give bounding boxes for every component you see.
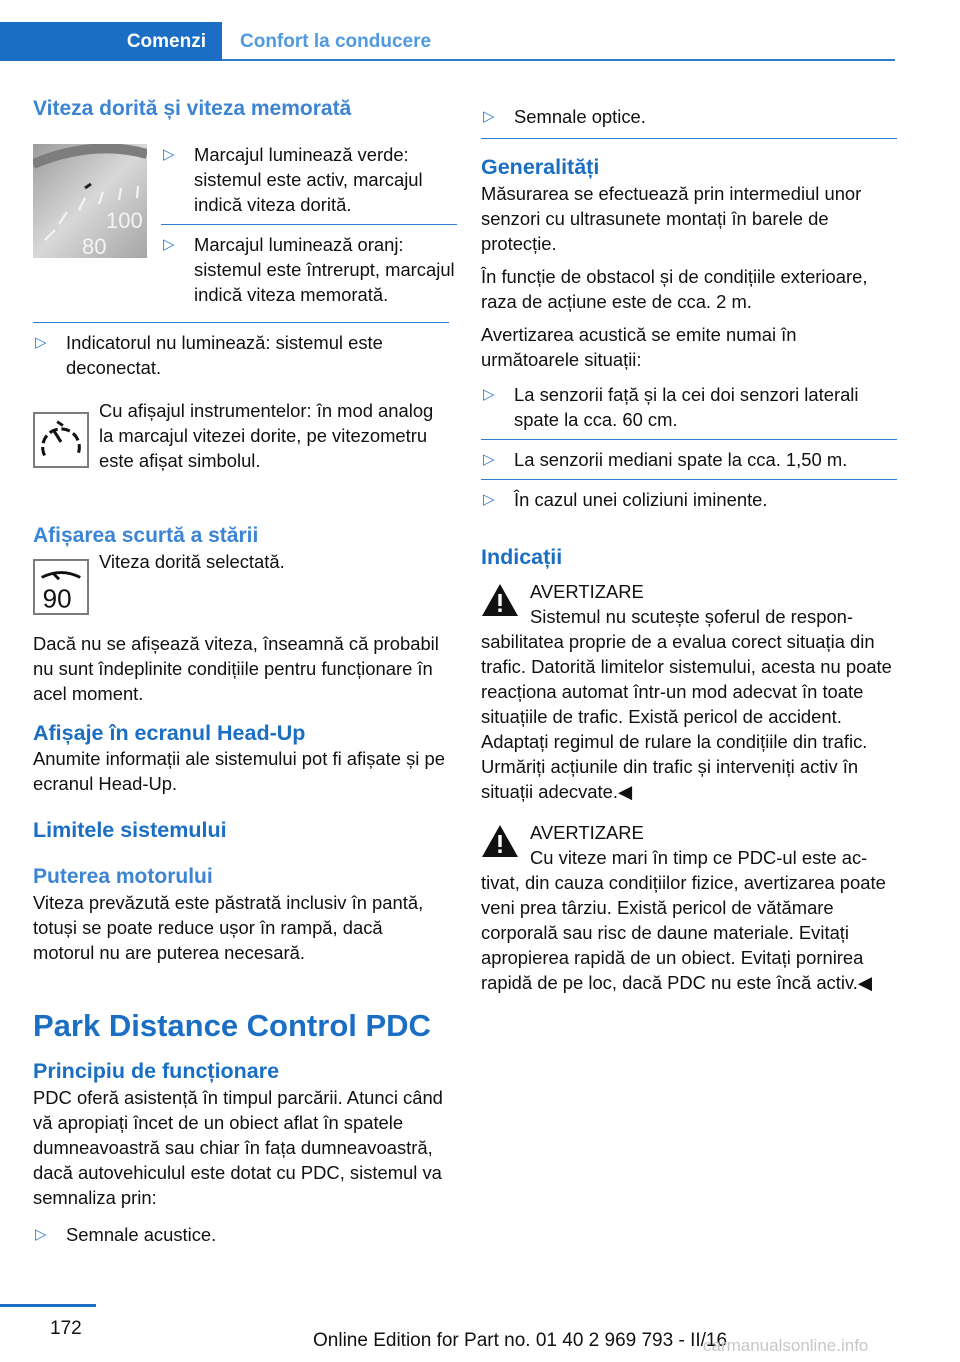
warning-1-text: sabilitatea proprie de a evalua corect situația din trafic. Datorită limitelor sistemului, acesta nu poate reacționa automat într-un mod adecvat în toate situațiile de trafic. Există pericol de accident. Adaptați regimul de rulare la condițiile din trafic. Urmăriți acțiunile din trafic și interveniți activ în situații adecvate.◀ <box>481 631 892 802</box>
triangle-bullet-icon: ▷ <box>35 334 47 351</box>
indicator-bullet-list <box>33 330 449 380</box>
triangle-bullet-icon: ▷ <box>483 451 495 468</box>
divider <box>33 322 449 330</box>
heading-afisarea-scurta: Afișarea scurtă a stării <box>33 524 259 547</box>
list-item: ▷ Semnale acustice. <box>35 1224 217 1245</box>
tab-underline <box>222 59 895 61</box>
triangle-bullet-icon: ▷ <box>163 146 175 163</box>
speed-90-status-icon <box>33 559 89 615</box>
generalitati-p1: Măsurarea se efectuează prin intermediul unor senzori cu ultrasunete montați în barele de protecție. <box>481 183 862 254</box>
status-row <box>33 549 449 617</box>
heading-principiu: Principiu de funcționare <box>33 1059 280 1083</box>
warning-1-title: AVERTIZARE <box>530 581 644 602</box>
triangle-bullet-icon: ▷ <box>35 1226 47 1243</box>
heading-indicatii: Indicații <box>481 545 563 569</box>
warning-2-title: AVERTIZARE <box>530 822 644 843</box>
signal-bullet-list <box>33 1222 449 1247</box>
heading-head-up: Afișaje în ecranul Head-Up <box>33 721 306 745</box>
warning-triangle-icon <box>481 583 519 617</box>
triangle-bullet-icon: ▷ <box>483 491 495 508</box>
divider <box>481 138 897 139</box>
warning-block-2 <box>481 820 897 995</box>
instrument-symbol-row <box>33 402 449 517</box>
edition-note: Online Edition for Part no. 01 40 2 969 793 - II/16 <box>313 1330 728 1351</box>
chapter-tabs <box>0 0 895 64</box>
heading-puterea: Puterea motorului <box>33 865 213 888</box>
warning-2-first-line: Cu viteze mari în timp ce PDC-ul este ac- <box>530 847 868 868</box>
list-item: ▷ La senzorii față și la cei doi senzori laterali spate la cca. 60 cm. <box>481 382 897 440</box>
tab-confort-la-conducere[interactable]: Confort la conducere <box>240 30 432 52</box>
situations-bullet-list <box>481 382 897 519</box>
list-item: ▷ Marcajul luminează verde: sistemul este activ, marcajul indică viteza dorită. <box>161 142 457 225</box>
generalitati-p3: Avertizarea acustică se emite numai în următoarele situații: <box>481 324 797 370</box>
optical-bullet-list <box>481 104 897 129</box>
warning-2-text: tivat, din cauza condițiilor fizice, avertizarea poate veni prea târziu. Există pericol de vătămare corporală sau risc de daune materiale. Evitați apropierea rapidă de un obiect. Evitați pornirea rapidă de pe loc, dacă PDC nu este încă activ.◀ <box>481 872 886 993</box>
afisare-paragraph: Dacă nu se afișează viteza, înseamnă că probabil nu sunt îndeplinite condițiile pentru funcționare în acel moment. <box>33 633 439 704</box>
heading-viteza-dorita: Viteza dorită și viteza memorată <box>33 97 352 120</box>
gauge-bullet-list <box>161 142 457 314</box>
headup-paragraph: Anumite informații ale sistemului pot fi afișate și pe ecranul Head-Up. <box>33 748 445 794</box>
watermark: carmanualsonline.info <box>703 1336 869 1355</box>
list-item: ▷ În cazul unei coliziuni iminente. <box>483 489 768 510</box>
generalitati-p2: În funcție de obstacol și de condițiile exterioare, raza de acțiune este de cca. 2 m. <box>481 266 868 312</box>
heading-park-distance-control: Park Distance Control PDC <box>33 1008 431 1043</box>
triangle-bullet-icon: ▷ <box>483 386 495 403</box>
warning-triangle-icon <box>481 824 519 858</box>
list-item: ▷ Semnale optice. <box>483 106 646 127</box>
tab-comenzi[interactable]: Comenzi <box>0 22 222 61</box>
footer-accent-line <box>0 1304 96 1307</box>
list-item: ▷ Indicatorul nu luminează: sistemul este deconectat. <box>35 332 383 378</box>
list-item: ▷ La senzorii mediani spate la cca. 1,50 m. <box>481 447 897 480</box>
left-column <box>33 96 455 1247</box>
gauge-label-80: 80 <box>82 234 107 258</box>
speedometer-image <box>33 144 147 258</box>
puterea-paragraph: Viteza prevăzută este păstrată inclusiv în pantă, totuși se poate reduce ușor în rampă, dacă motorul nu are puterea necesară. <box>33 892 424 963</box>
triangle-bullet-icon: ▷ <box>163 236 175 253</box>
triangle-bullet-icon: ▷ <box>483 108 495 125</box>
page-number: 172 <box>50 1318 82 1339</box>
principiu-paragraph: PDC oferă asistență în timpul parcării. Atunci când vă apropiați încet de un obiect aflat în spatele dumneavoastră sau chiar în fața dumneavoastră, dacă autovehiculul este dotat cu PDC, sistemul va semnaliza prin: <box>33 1087 443 1208</box>
afisare-text: Viteza dorită selectată. <box>99 551 285 572</box>
warning-block-1 <box>481 579 897 804</box>
gauge-label-100: 100 <box>106 208 143 233</box>
icon-90-text: 90 <box>42 583 72 614</box>
heading-generalitati: Generalități <box>481 155 600 179</box>
right-column <box>481 104 897 995</box>
warning-1-first-line: Sistemul nu scutește șoferul de respon- <box>530 606 854 627</box>
list-item: ▷ Marcajul luminează oranj: sistemul este întrerupt, marcajul indică viteza memorată. <box>163 234 455 305</box>
heading-limitele: Limitele sistemului <box>33 818 227 842</box>
speed-marker-symbol-icon <box>33 412 89 468</box>
instrument-text: Cu afișajul instrumentelor: în mod analog la marcajul vitezei dorite, pe vitezometru este afișat simbolul. <box>99 400 434 471</box>
gauge-figure-row <box>33 122 455 312</box>
